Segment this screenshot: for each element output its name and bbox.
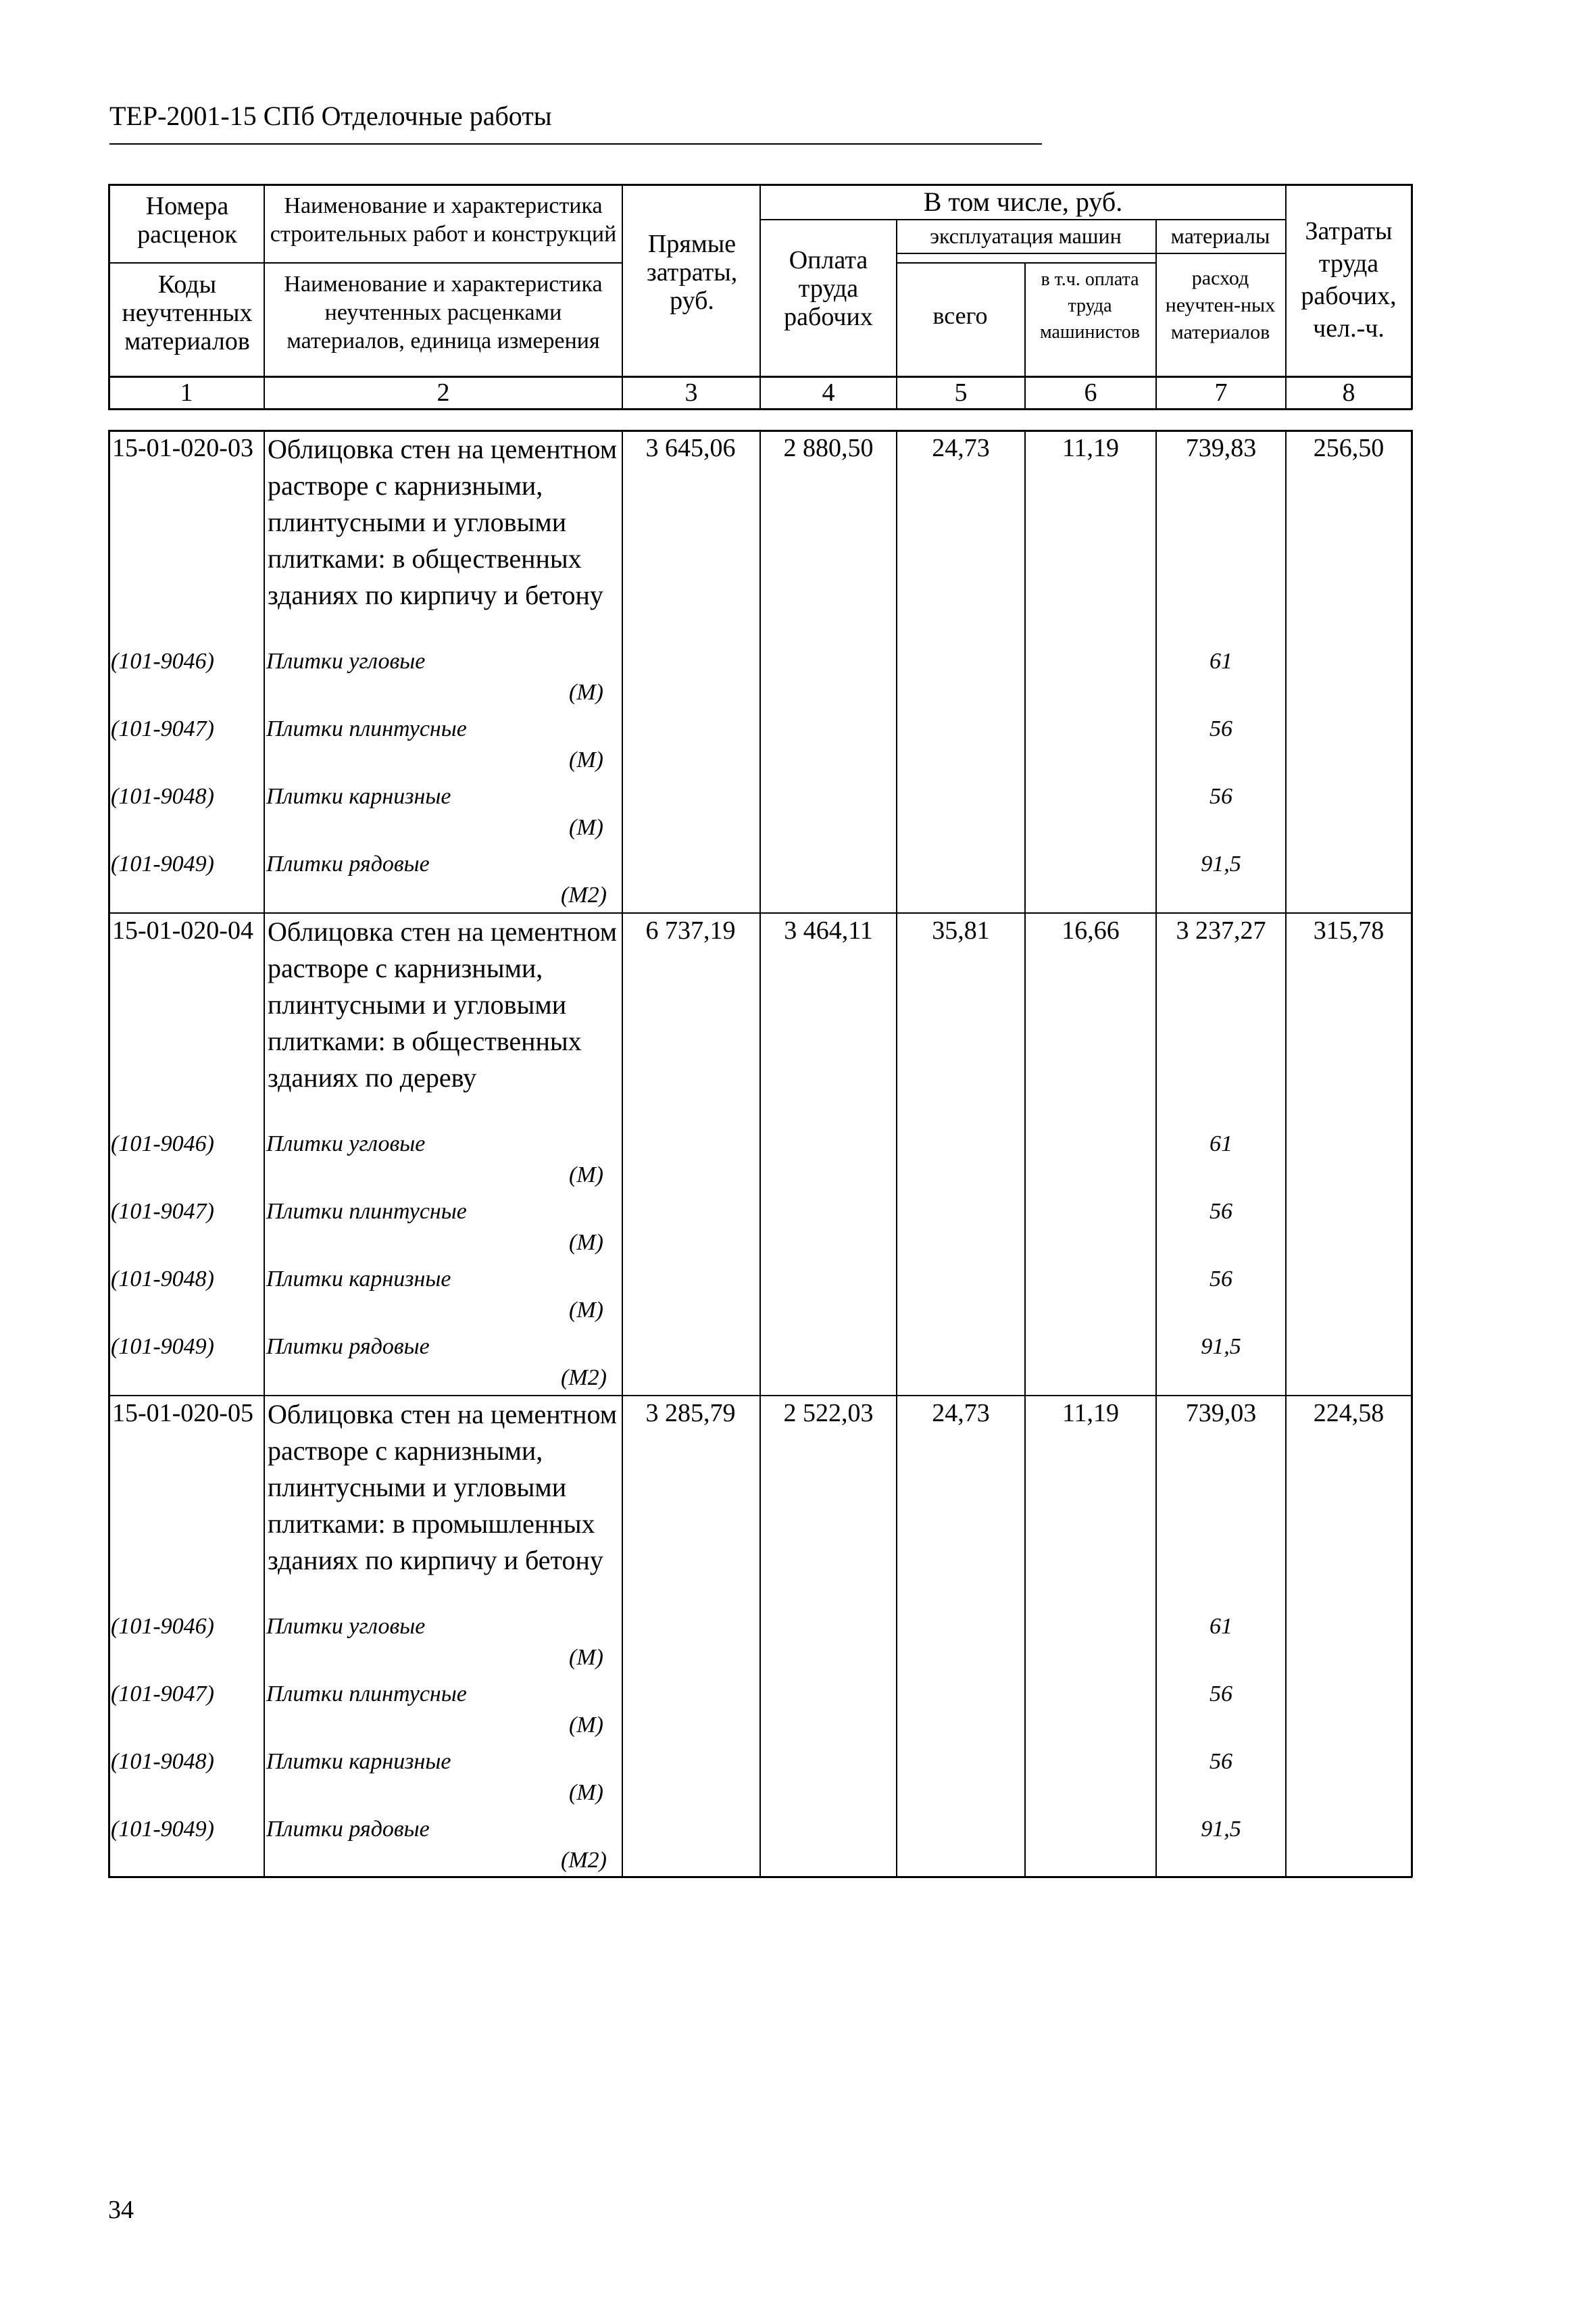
material-name: Плитки рядовые [266, 1334, 430, 1359]
col-number: 2 [437, 378, 450, 407]
page-number: 34 [108, 2196, 134, 2224]
materials-cost: 3 237,27 [1176, 916, 1266, 945]
material-unit: (М) [569, 815, 603, 840]
material-unit: (М) [569, 1713, 603, 1738]
direct-costs: 6 737,19 [645, 916, 736, 945]
material-name: Плитки рядовые [266, 1817, 430, 1842]
materials-cost: 739,83 [1185, 434, 1257, 462]
col-number: 7 [1214, 378, 1228, 407]
material-code: (101-9046) [111, 649, 214, 674]
header-col1-bottom: Коды неучтенных материалов [122, 270, 253, 355]
material-name: Плитки угловые [266, 649, 426, 674]
material-name: Плитки рядовые [266, 852, 430, 877]
material-qty: 56 [1210, 1749, 1232, 1774]
machinist-pay: 11,19 [1062, 434, 1120, 462]
machines-total: 24,73 [932, 1399, 990, 1427]
machines-total: 35,81 [932, 916, 990, 945]
header-col3: Прямые затраты, руб. [646, 230, 738, 315]
material-name: Плитки плинтусные [266, 1199, 467, 1224]
material-qty: 56 [1210, 1199, 1232, 1224]
header-rule [109, 143, 1042, 145]
material-qty: 91,5 [1201, 1334, 1241, 1359]
material-qty: 61 [1210, 1614, 1232, 1639]
labor-hours: 315,78 [1313, 916, 1385, 945]
header-materials: материалы [1170, 224, 1270, 248]
material-code: (101-9049) [111, 852, 214, 877]
work-description: Облицовка стен на цементном растворе с карнизными, плинтусными и угловыми плитками: в промышленных зданиях по кирпичу и бетону [268, 1399, 618, 1575]
material-code: (101-9047) [111, 1681, 214, 1706]
material-unit: (М2) [561, 883, 607, 908]
material-code: (101-9047) [111, 1199, 214, 1224]
material-unit: (М2) [561, 1365, 607, 1390]
document-title: ТЕР-2001-15 СПб Отделочные работы [109, 101, 552, 131]
rate-code: 15-01-020-04 [112, 916, 253, 945]
labor-pay: 2 522,03 [783, 1399, 874, 1427]
col-number: 8 [1342, 378, 1355, 407]
material-code: (101-9048) [111, 784, 214, 809]
header-machines: эксплуатация машин [930, 224, 1122, 248]
labor-hours: 224,58 [1313, 1399, 1385, 1427]
machinist-pay: 11,19 [1062, 1399, 1120, 1427]
rate-code: 15-01-020-05 [112, 1399, 253, 1427]
material-unit: (М) [569, 1162, 603, 1187]
header-group: В том числе, руб. [923, 187, 1123, 217]
labor-pay: 3 464,11 [784, 916, 873, 945]
col-number: 5 [954, 378, 968, 407]
direct-costs: 3 285,79 [645, 1399, 736, 1427]
header-col7: расход неучтен-ных материалов [1165, 267, 1276, 343]
material-code: (101-9047) [111, 716, 214, 741]
material-qty: 56 [1210, 716, 1232, 741]
machinist-pay: 16,66 [1062, 916, 1120, 945]
material-name: Плитки угловые [266, 1131, 426, 1156]
header-col2-top: Наименование и характеристика строительных работ и конструкций [270, 193, 617, 247]
header-col2-bottom: Наименование и характеристика неучтенных расценками материалов, единица измерения [284, 272, 603, 353]
material-qty: 91,5 [1201, 1817, 1241, 1842]
direct-costs: 3 645,06 [645, 434, 736, 462]
material-unit: (М2) [561, 1848, 607, 1873]
header-col1-top: Номера расценок [137, 192, 237, 249]
header-col6: в т.ч. оплата труда машинистов [1040, 269, 1140, 343]
material-unit: (М) [569, 1230, 603, 1255]
material-qty: 56 [1210, 784, 1232, 809]
material-unit: (М) [569, 1780, 603, 1805]
material-name: Плитки плинтусные [266, 716, 467, 741]
material-name: Плитки плинтусные [266, 1681, 467, 1706]
labor-pay: 2 880,50 [783, 434, 874, 462]
materials-cost: 739,03 [1185, 1399, 1257, 1427]
material-code: (101-9048) [111, 1749, 214, 1774]
material-name: Плитки карнизные [266, 1266, 451, 1291]
material-name: Плитки угловые [266, 1614, 426, 1639]
col-number: 4 [822, 378, 835, 407]
material-name: Плитки карнизные [266, 784, 451, 809]
rate-code: 15-01-020-03 [112, 434, 253, 462]
work-description: Облицовка стен на цементном растворе с карнизными, плинтусными и угловыми плитками: в общественных зданиях по дереву [268, 916, 618, 1093]
machines-total: 24,73 [932, 434, 990, 462]
material-code: (101-9049) [111, 1817, 214, 1842]
material-unit: (М) [569, 1645, 603, 1670]
header-col8: Затраты труда рабочих, чел.-ч. [1301, 217, 1397, 343]
col-number: 3 [684, 378, 698, 407]
material-qty: 61 [1210, 1131, 1232, 1156]
material-unit: (М) [569, 747, 603, 772]
material-qty: 56 [1210, 1681, 1232, 1706]
material-name: Плитки карнизные [266, 1749, 451, 1774]
material-unit: (М) [569, 1298, 603, 1323]
material-qty: 91,5 [1201, 852, 1241, 877]
labor-hours: 256,50 [1313, 434, 1385, 462]
material-code: (101-9048) [111, 1266, 214, 1291]
material-qty: 56 [1210, 1266, 1232, 1291]
material-code: (101-9046) [111, 1131, 214, 1156]
header-col4: Оплата труда рабочих [784, 246, 873, 331]
material-unit: (М) [569, 680, 603, 705]
material-code: (101-9046) [111, 1614, 214, 1639]
material-qty: 61 [1210, 649, 1232, 674]
col-number: 1 [180, 378, 193, 407]
material-code: (101-9049) [111, 1334, 214, 1359]
work-description: Облицовка стен на цементном растворе с карнизными, плинтусными и угловыми плитками: в общественных зданиях по кирпичу и бетону [268, 434, 618, 610]
col-number: 6 [1084, 378, 1097, 407]
header-col5: всего [932, 302, 988, 329]
